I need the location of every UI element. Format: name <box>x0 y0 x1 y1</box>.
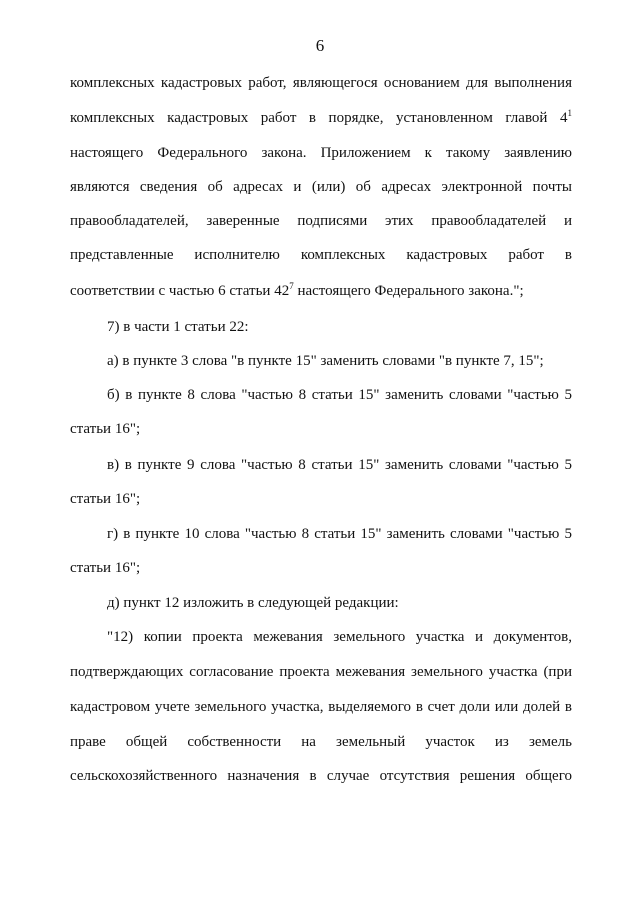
list-item: а) в пункте 3 слова "в пункте 15" заменить словами "в пункте 7, 15"; <box>107 353 544 369</box>
list-item: г) в пункте 10 слова "частью 8 статьи 15" заменить словами "частью 5 <box>107 526 572 542</box>
superscript: 7 <box>289 281 294 291</box>
text-fragment: настоящего Федерального закона."; <box>293 283 524 299</box>
text-line: сельскохозяйственного назначения в случае отсутствия решения общего <box>70 768 572 784</box>
list-item: б) в пункте 8 слова "частью 8 статьи 15" заменить словами "частью 5 <box>107 387 572 403</box>
text-line: праве общей собственности на земельный участок из земель <box>70 734 572 750</box>
text-line: настоящего Федерального закона. Приложением к такому заявлению <box>70 145 572 161</box>
text-line: подтверждающих согласование проекта межевания земельного участка (при <box>70 664 572 680</box>
list-item: 7) в части 1 статьи 22: <box>107 319 249 335</box>
text-line: статьи 16"; <box>70 491 141 507</box>
superscript: 1 <box>567 108 572 118</box>
text-line: правообладателей, заверенные подписями этих правообладателей и <box>70 213 572 229</box>
text-line: статьи 16"; <box>70 560 141 576</box>
text-line: кадастровом учете земельного участка, выделяемого в счет доли или долей в <box>70 699 572 715</box>
text-line <box>70 280 572 302</box>
text-line: статьи 16"; <box>70 421 141 437</box>
text-line: комплексных кадастровых работ, являющегося основанием для выполнения <box>70 75 572 91</box>
text-fragment: соответствии с частью 6 статьи 42 <box>70 283 290 299</box>
page-number: 6 <box>315 36 325 55</box>
list-item: д) пункт 12 изложить в следующей редакции: <box>107 595 399 611</box>
list-item: в) в пункте 9 слова "частью 8 статьи 15" заменить словами "частью 5 <box>107 457 572 473</box>
text-fragment: комплексных кадастровых работ в порядке, установленном главой 4 <box>70 110 568 126</box>
list-item: "12) копии проекта межевания земельного участка и документов, <box>107 629 572 645</box>
text-line: представленные исполнителю комплексных кадастровых работ в <box>70 247 572 263</box>
text-line: являются сведения об адресах и (или) об адресах электронной почты <box>70 179 572 195</box>
text-line <box>70 107 572 129</box>
